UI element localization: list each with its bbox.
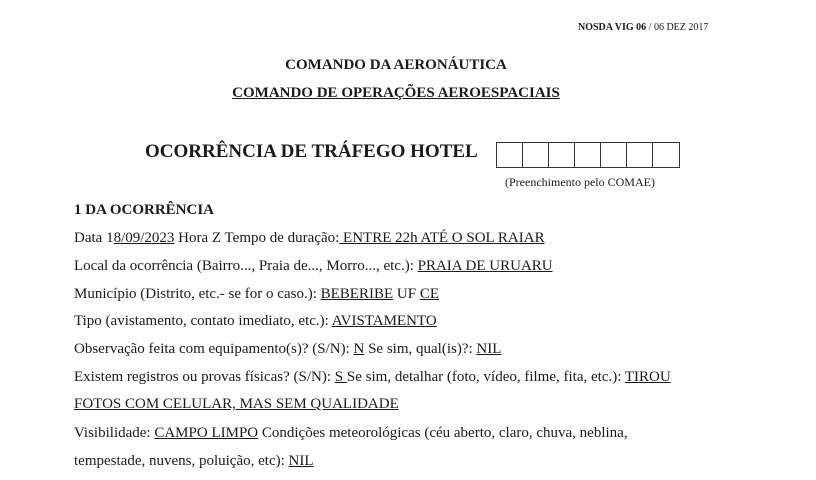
number-box [497,143,523,167]
number-box [627,143,653,167]
records-detail-label: Se sim, detalhar (foto, vídeo, filme, fita, etc.): [346,369,625,385]
type-value: AVISTAMENTO [331,313,437,329]
records-continuation-line [74,396,399,413]
records-detail-value: TIROU [624,369,671,385]
ref-date: / 06 DEZ 2017 [646,22,709,33]
protocol-number-boxes [496,142,680,168]
state-label: UF [393,286,420,302]
equipment-label: Observação feita com equipamento(s)? (S/N): [74,341,354,357]
fill-note: (Preenchimento pelo COMAE) [505,175,655,189]
equipment-line [74,341,501,358]
location-value: PRAIA DE URUARU [417,258,553,274]
weather-value: NIL [288,453,314,469]
location-line [74,258,553,275]
records-detail-continuation: FOTOS COM CELULAR, MAS SEM QUALIDADE [74,396,399,412]
date-value: 8/09/2023 [113,230,175,246]
municipality-label: Município (Distrito, etc.- se for o caso.): [74,286,321,302]
number-box [653,143,679,167]
date-line [74,230,545,247]
equipment-value: N [353,341,365,357]
state-value: CE [419,286,439,302]
duration-value: ENTRE 22h ATÉ O SOL RAIAR [339,230,545,246]
weather-line [74,453,314,470]
number-box [575,143,601,167]
department-title: COMANDO DE OPERAÇÕES AEROESPACIAIS [232,85,560,101]
location-label: Local da ocorrência (Bairro..., Praia de..., Morro..., etc.): [74,258,418,274]
weather-label: Condições meteorológicas (céu aberto, claro, chuva, neblina, [258,425,628,441]
equipment-which-label: Se sim, qual(is)?: [364,341,477,357]
municipality-value: BEBERIBE [320,286,394,302]
document-reference [578,22,708,33]
form-title: OCORRÊNCIA DE TRÁFEGO HOTEL [145,141,478,162]
municipality-line [74,286,439,303]
date-label: Data 1 [74,230,114,246]
number-box [523,143,549,167]
time-duration-label: Hora Z Tempo de duração: [174,230,340,246]
equipment-which-value: NIL [476,341,502,357]
number-box [549,143,575,167]
ref-code: NOSDA VIG 06 [578,22,647,33]
type-line [74,313,437,330]
records-line [74,369,671,386]
visibility-line [74,425,628,442]
visibility-value: CAMPO LIMPO [154,425,259,441]
organization-title: COMANDO DA AERONÁUTICA [285,57,507,73]
weather-label-continuation: tempestade, nuvens, poluição, etc): [74,453,289,469]
type-label: Tipo (avistamento, contato imediato, etc.): [74,313,332,329]
section-heading: 1 DA OCORRÊNCIA [74,202,215,218]
number-box [601,143,627,167]
records-label: Existem registros ou provas físicas? (S/N): [74,369,335,385]
visibility-label: Visibilidade: [74,425,155,441]
records-value: S [334,369,347,385]
